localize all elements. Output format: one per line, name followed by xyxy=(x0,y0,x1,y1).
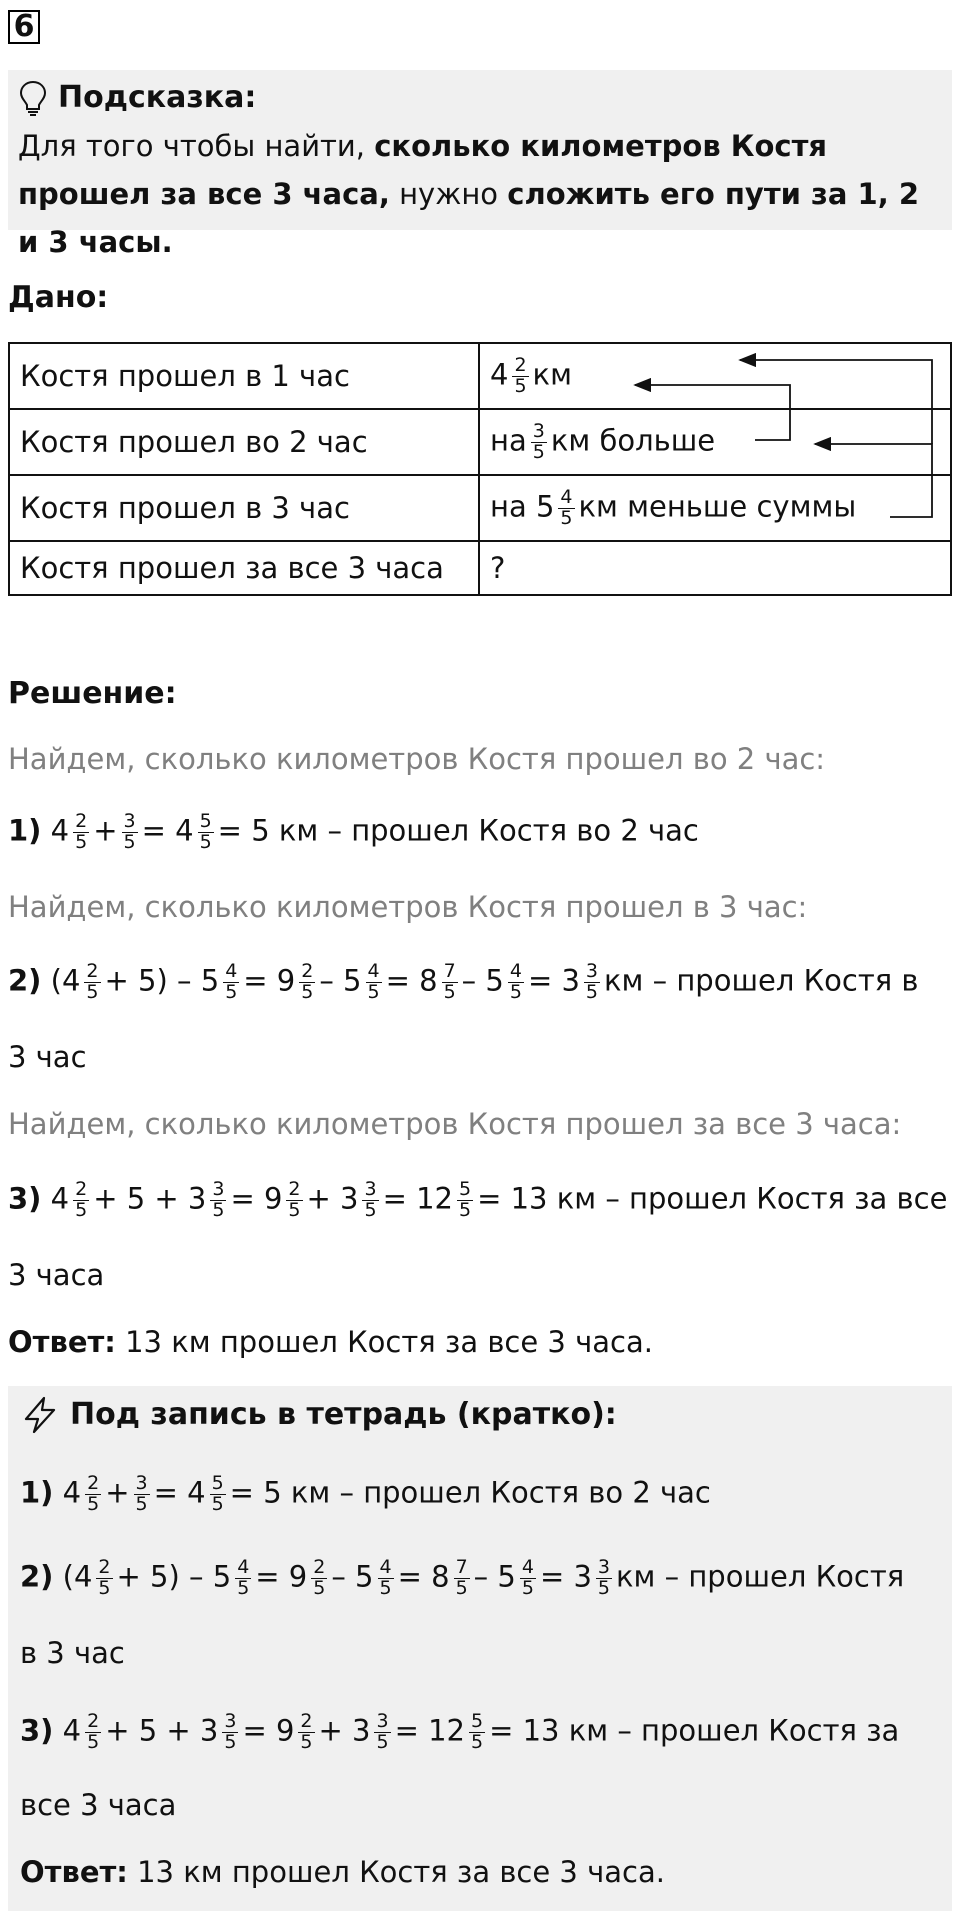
answer-text: 13 км прошел Костя за все 3 часа. xyxy=(115,1325,653,1359)
step-label: 3) xyxy=(8,1181,42,1216)
given-value: ? xyxy=(479,541,951,595)
denominator: 5 xyxy=(532,440,545,463)
given-label: Костя прошел за все 3 часа xyxy=(9,541,479,595)
value-prefix: на xyxy=(490,423,527,457)
short-notes-box xyxy=(8,1386,952,1911)
step-tail: = 5 км – прошел Костя во 2 час xyxy=(229,1475,711,1510)
answer-label: Ответ: xyxy=(20,1855,128,1889)
short-notes-title xyxy=(20,1395,617,1435)
denominator: 5 xyxy=(560,506,573,529)
step-tail: км – прошел Костя в xyxy=(604,963,919,998)
given-label: Костя прошел в 1 час xyxy=(9,343,479,409)
numerator: 3 xyxy=(532,419,545,442)
denominator: 5 xyxy=(514,374,527,397)
short-step2-line: 2) (4 $\frac{2}{5}$ + 5) – 5 $\frac{4}{5}$ = 9 $\frac{2}{5}$ – 5 $\frac{4}{5}$ = 8 $\frac{7}{5}$ – 5 $\frac{4}{5}$ = 3 $\frac{3}{5}$ км – прошел Костя xyxy=(20,1556,905,1599)
answer-line xyxy=(8,1325,653,1360)
step-label: 1) xyxy=(20,1475,54,1510)
given-title: Дано: xyxy=(8,280,109,315)
step1-line: 1) 4 $\frac{2}{5}$ + $\frac{3}{5}$ = 4 $\frac{5}{5}$ = 5 км – прошел Костя во 2 час xyxy=(8,810,699,853)
step-label: 1) xyxy=(8,813,42,848)
hint-title-text: Подсказка: xyxy=(58,80,257,115)
short-step1-line: 1) 4 $\frac{2}{5}$ + $\frac{3}{5}$ = 4 $\frac{5}{5}$ = 5 км – прошел Костя во 2 час xyxy=(20,1472,711,1515)
arrow-row3-to-row1 xyxy=(740,360,932,444)
given-label: Костя прошел в 3 час xyxy=(9,475,479,541)
value-suffix: км xyxy=(532,357,572,391)
value-prefix: на 5 xyxy=(490,489,555,523)
short-notes-title-text: Под запись в тетрадь (кратко): xyxy=(70,1397,617,1432)
arrow-row3-to-row2 xyxy=(815,444,932,517)
step1-note: Найдем, сколько километров Костя прошел во 2 час: xyxy=(8,742,826,776)
step-tail: = 5 км – прошел Костя во 2 час xyxy=(217,813,699,848)
lightning-icon xyxy=(20,1395,60,1435)
answer-text: 13 км прошел Костя за все 3 часа. xyxy=(127,1855,665,1889)
step3-note: Найдем, сколько километров Костя прошел за все 3 часа: xyxy=(8,1107,902,1141)
step-tail: = 13 км – прошел Костя за xyxy=(489,1713,900,1748)
step2-continuation: 3 час xyxy=(8,1040,87,1074)
relation-arrows xyxy=(0,0,960,560)
given-label: Костя прошел во 2 час xyxy=(9,409,479,475)
short-step3-continuation: все 3 часа xyxy=(20,1788,177,1822)
step-tail: = 13 км – прошел Костя за все xyxy=(477,1181,948,1216)
value-prefix: 4 xyxy=(490,357,509,391)
hint-text-part: нужно xyxy=(389,177,508,211)
step3-continuation: 3 часа xyxy=(8,1258,105,1292)
numerator: 2 xyxy=(514,353,527,376)
step-label: 3) xyxy=(20,1713,54,1748)
step3-line: 3) 4 $\frac{2}{5}$ + 5 + 3 $\frac{3}{5}$ = 9 $\frac{2}{5}$ + 3 $\frac{3}{5}$ = 12 $\frac{5}{5}$ = 13 км – прошел Костя за все xyxy=(8,1178,948,1221)
short-step2-continuation: в 3 час xyxy=(20,1636,125,1670)
answer-label: Ответ: xyxy=(8,1325,116,1359)
hint-bold-part: сколько километров Костя прошел за все 3 часа, xyxy=(18,129,828,211)
step2-line: 2) (4 $\frac{2}{5}$ + 5) – 5 $\frac{4}{5}$ = 9 $\frac{2}{5}$ – 5 $\frac{4}{5}$ = 8 $\frac{7}{5}$ – 5 $\frac{4}{5}$ = 3 $\frac{3}{5}$ км – прошел Костя в xyxy=(8,960,919,1003)
step-label: 2) xyxy=(20,1559,54,1594)
short-answer-line xyxy=(20,1855,665,1890)
step-tail: км – прошел Костя xyxy=(616,1559,905,1594)
hint-bold-part: сложить его пути за 1, 2 и 3 часы. xyxy=(18,177,920,259)
value-suffix: км больше xyxy=(550,423,716,457)
task-number: 6 xyxy=(8,10,40,44)
hint-text-part: Для того чтобы найти, xyxy=(18,129,375,163)
step2-note: Найдем, сколько километров Костя прошел в 3 час: xyxy=(8,890,808,924)
short-step3-line: 3) 4 $\frac{2}{5}$ + 5 + 3 $\frac{3}{5}$ = 9 $\frac{2}{5}$ + 3 $\frac{3}{5}$ = 12 $\frac{5}{5}$ = 13 км – прошел Костя за xyxy=(20,1710,900,1753)
numerator: 4 xyxy=(560,485,573,508)
solution-title: Решение: xyxy=(8,676,177,711)
value-suffix: км меньше суммы xyxy=(578,489,857,523)
arrow-row2-to-row1 xyxy=(635,385,790,440)
step-label: 2) xyxy=(8,963,42,998)
